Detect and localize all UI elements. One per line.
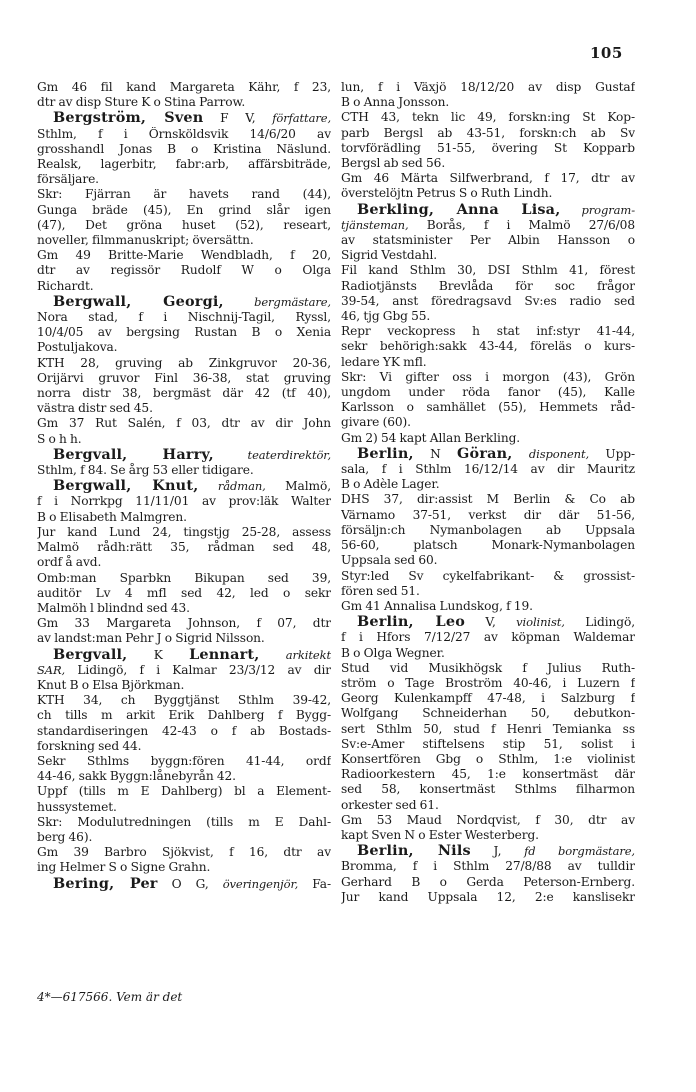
entry-heading-line xyxy=(37,647,331,663)
text-run: Postuljakova. xyxy=(37,340,118,355)
entry-name: Berlin, xyxy=(357,445,414,462)
text-run: Sekr Sthlms byggn:fören 41-44, ordf xyxy=(37,753,331,768)
entry-heading-line xyxy=(341,446,635,462)
text-run: ungdom under röda fanor (45), Kalle xyxy=(341,385,635,400)
text-run: orkester sed 61. xyxy=(341,797,439,812)
text-line xyxy=(37,830,331,845)
text-line xyxy=(341,828,635,843)
text-line xyxy=(37,356,331,371)
text-line xyxy=(37,263,331,278)
entry-heading-line xyxy=(341,843,635,859)
text-line xyxy=(37,218,331,233)
text-run: Karlsson o samhället (55), Hemmets råd- xyxy=(341,400,635,415)
text-line xyxy=(341,722,635,737)
text-run: Konsertfören Gbg o Sthlm, 1:e violinist xyxy=(341,751,635,766)
text-line xyxy=(37,494,331,509)
text-run: Skr: Modulutredningen (tills m E Dahl- xyxy=(37,814,331,829)
text-run: Sigrid Vestdahl. xyxy=(341,248,438,263)
text-run: standardiseringen 42-43 o f ab Bostads- xyxy=(37,723,331,738)
text-run: Gm 53 Maud Nordqvist, f 30, dtr av xyxy=(341,812,635,827)
text-run: Värnamo 37-51, verkst dir där 51-56, xyxy=(341,507,635,522)
text-run: forskning sed 44. xyxy=(37,738,142,753)
text-line xyxy=(341,630,635,645)
text-run: dtr av regissör Rudolf W o Olga xyxy=(37,263,331,278)
text-run: 39-54, anst föredragsavd Sv:es radio sed xyxy=(341,293,635,308)
text-run: S o h h. xyxy=(37,431,82,446)
text-run: Wolfgang Schneiderhan 50, debutkon- xyxy=(341,706,635,721)
text-line xyxy=(341,646,635,661)
text-run: Gunga bräde (45), En grind slår igen xyxy=(37,202,331,217)
entry-name: Berkling, Anna Lisa, xyxy=(357,201,561,218)
text-run: Fil kand Sthlm 30, DSI Sthlm 41, förest xyxy=(341,263,635,278)
text-line xyxy=(341,279,635,294)
text-line xyxy=(341,355,635,370)
entry-name: Bergvall, Harry, xyxy=(53,446,214,463)
text-line xyxy=(37,555,331,570)
text-run: sert Sthlm 50, stud f Henri Temianka ss xyxy=(341,721,635,736)
text-line xyxy=(341,141,635,156)
text-line xyxy=(37,510,331,525)
text-run: Richardt. xyxy=(37,278,94,293)
text-run: ström o Tage Broström 40-46, i Luzern f xyxy=(341,675,635,690)
text-line xyxy=(341,126,635,141)
occupation-text: teaterdirektör, xyxy=(247,447,331,462)
occupation-text: fd borgmästare, xyxy=(524,844,635,859)
text-line xyxy=(341,599,635,614)
text-line xyxy=(341,691,635,706)
text-line xyxy=(37,754,331,769)
text-line xyxy=(37,401,331,416)
text-line xyxy=(341,798,635,813)
text-run: J, xyxy=(470,844,525,859)
text-line xyxy=(341,309,635,324)
text-line xyxy=(37,416,331,431)
text-line xyxy=(341,385,635,400)
text-run: Styr:led Sv cykelfabrikant- & grossist- xyxy=(341,568,635,583)
entry-name: Bering, Per xyxy=(53,875,158,892)
text-run: överstelöjtn Petrus S o Ruth Lindh. xyxy=(341,186,553,201)
text-line xyxy=(341,523,635,538)
text-run: DHS 37, dir:assist M Berlin & Co ab xyxy=(341,492,635,507)
text-run: lun, f i Växjö 18/12/20 av disp Gustaf xyxy=(341,80,635,94)
text-run: noveller, filmmanuskript; översättn. xyxy=(37,233,254,248)
text-run: V, xyxy=(465,615,517,630)
text-run: Sthlm, f i Örnsköldsvik 14/6/20 av xyxy=(37,126,331,141)
occupation-text: bergmästare, xyxy=(254,294,331,309)
text-run: Realsk, lagerbitr, fabr:arb, affärsbiträde, xyxy=(37,157,331,172)
text-line xyxy=(37,800,331,815)
text-run: Jur kand Uppsala 12, 2:e kanslisekr xyxy=(341,889,635,904)
entry-name: Bergwall, Georgi, xyxy=(53,293,224,310)
text-run: Upp- xyxy=(589,446,635,461)
text-run: Radiotjänsts Brevlåda för soc frågor xyxy=(341,278,635,293)
text-line xyxy=(341,569,635,584)
text-line xyxy=(341,477,635,492)
text-run: CTH 43, tekn lic 49, forskn:ing St Kop- xyxy=(341,110,635,125)
text-run: Gm 46 fil kand Margareta Kähr, f 23, xyxy=(37,80,331,94)
text-line xyxy=(37,172,331,187)
text-run: av statsminister Per Albin Hansson o xyxy=(341,233,635,248)
text-line xyxy=(37,525,331,540)
text-run xyxy=(198,479,217,493)
text-run: 10/4/05 av bergsing Rustan B o Xenia xyxy=(37,325,331,340)
text-line xyxy=(341,186,635,201)
text-run: Sthlm, f 84. Se årg 53 eller tidigare. xyxy=(37,463,254,478)
text-run: Radioorkestern 45, 1:e konsertmäst där xyxy=(341,767,635,782)
entry-name: Bergvall, xyxy=(53,646,128,663)
text-run xyxy=(259,648,285,662)
text-run: västra distr sed 45. xyxy=(37,401,153,416)
entry-heading-line xyxy=(341,202,635,218)
occupation-text: författare, xyxy=(272,111,331,126)
text-line xyxy=(37,616,331,631)
text-run: ing Helmer S o Signe Grahn. xyxy=(37,860,211,875)
text-run: Gm 46 Märta Silfwerbrand, f 17, dtr av xyxy=(341,171,635,186)
text-line xyxy=(341,859,635,874)
text-line xyxy=(341,462,635,477)
text-line xyxy=(341,752,635,767)
text-line xyxy=(37,233,331,248)
text-run: Gm 33 Margareta Johnson, f 07, dtr xyxy=(37,616,331,631)
text-run: hussystemet. xyxy=(37,799,117,814)
text-run: sekr behörigh:sakk 43-44, föreläs o kurs- xyxy=(341,339,635,354)
text-line xyxy=(341,80,635,95)
text-run: torvförädling 51-55, övering St Kopparb xyxy=(341,140,635,155)
text-line xyxy=(341,263,635,278)
text-line xyxy=(37,708,331,723)
text-line xyxy=(37,631,331,646)
text-run: auditör Lv 4 mfl sed 42, led o sekr xyxy=(37,585,331,600)
text-run: B o Anna Jonsson. xyxy=(341,95,450,110)
entry-name: Bergwall, Knut, xyxy=(53,478,199,495)
text-line xyxy=(37,80,331,95)
text-run: Gm 49 Britte-Marie Wendbladh, f 20, xyxy=(37,248,331,263)
text-line xyxy=(341,233,635,248)
text-run: parb Bergsl ab 43-51, forskn:ch ab Sv xyxy=(341,125,635,140)
text-run: O G, xyxy=(157,876,223,891)
text-line xyxy=(341,661,635,676)
text-run: B o Olga Wegner. xyxy=(341,645,445,660)
text-run: Uppsala sed 60. xyxy=(341,553,438,568)
text-run: grosshandl Jonas B o Kristina Näslund. xyxy=(37,141,331,156)
text-line xyxy=(37,663,331,678)
text-line xyxy=(37,310,331,325)
text-line xyxy=(37,678,331,693)
entry-heading-line xyxy=(37,478,331,494)
text-run: B o Adèle Lager. xyxy=(341,477,440,492)
text-run: Malmöh l blindnd sed 43. xyxy=(37,600,190,615)
text-run: berg 46). xyxy=(37,829,93,844)
text-run: KTH 28, gruving ab Zinkgruvor 20-36, xyxy=(37,355,331,370)
occupation-text: program- xyxy=(581,202,635,217)
text-run: 46, tjg Gbg 55. xyxy=(341,309,431,324)
text-run: Lidingö, f i Kalmar 23/3/12 av dir xyxy=(65,662,331,677)
text-line xyxy=(37,203,331,218)
text-line xyxy=(37,845,331,860)
text-run: K xyxy=(127,647,190,662)
text-line xyxy=(37,586,331,601)
text-line xyxy=(37,860,331,875)
text-line xyxy=(341,492,635,507)
text-line xyxy=(341,324,635,339)
entry-heading-line xyxy=(37,110,331,126)
text-run xyxy=(224,295,254,309)
text-run: Nora stad, f i Nischnij-Tagil, Ryssl, xyxy=(37,310,331,325)
text-run: Gm 41 Annalisa Lundskog, f 19. xyxy=(341,598,533,613)
text-line xyxy=(341,508,635,523)
text-line xyxy=(37,340,331,355)
text-run: Fa- xyxy=(298,876,331,891)
entry-heading-line xyxy=(37,447,331,463)
text-run: Jur kand Lund 24, tingstjg 25-28, assess xyxy=(37,524,331,539)
occupation-text: disponent, xyxy=(528,446,590,461)
text-line xyxy=(37,784,331,799)
entry-heading-line xyxy=(37,294,331,310)
text-run xyxy=(513,447,529,461)
text-run: dtr av disp Sture K o Stina Parrow. xyxy=(37,95,246,110)
text-line xyxy=(37,815,331,830)
text-line xyxy=(37,187,331,202)
left-column xyxy=(37,80,331,892)
text-run: givare (60). xyxy=(341,415,411,430)
entry-name: Bergström, Sven xyxy=(53,110,204,127)
text-run: Malmö rådh:rätt 35, rådman sed 48, xyxy=(37,540,331,555)
text-run: Gm 2) 54 kapt Allan Berkling. xyxy=(341,430,521,445)
occupation-text: violinist, xyxy=(516,615,565,630)
text-line xyxy=(341,431,635,446)
text-run: fören sed 51. xyxy=(341,583,420,598)
right-column xyxy=(341,80,635,905)
text-line xyxy=(341,370,635,385)
text-line xyxy=(341,171,635,186)
text-line xyxy=(37,386,331,401)
text-run: Bergsl ab sed 56. xyxy=(341,156,446,171)
text-run: Gm 39 Barbro Sjökvist, f 16, dtr av xyxy=(37,845,331,860)
text-line xyxy=(341,218,635,233)
text-line xyxy=(37,127,331,142)
text-line xyxy=(37,432,331,447)
text-line xyxy=(341,339,635,354)
text-run: Skr: Fjärran är havets rand (44), xyxy=(37,187,331,202)
text-run: norra distr 38, bergmäst där 42 (tf 40), xyxy=(37,386,331,401)
text-line xyxy=(37,571,331,586)
text-run: sala, f i Sthlm 16/12/14 av dir Mauritz xyxy=(341,462,635,477)
text-run: f i Hfors 7/12/27 av köpman Waldemar xyxy=(341,630,635,645)
text-line xyxy=(341,706,635,721)
text-run: N xyxy=(413,446,458,461)
text-line xyxy=(37,157,331,172)
text-run: 56-60, platsch Monark-Nymanbolagen xyxy=(341,538,635,553)
text-line xyxy=(37,248,331,263)
text-run: ledare YK mfl. xyxy=(341,354,427,369)
text-run: Lidingö, xyxy=(564,615,635,630)
text-run: Malmö, xyxy=(265,479,331,494)
text-run: f i Norrkpg 11/11/01 av prov:läk Walter xyxy=(37,494,331,509)
text-run: (47), Det gröna huset (52), researt, xyxy=(37,217,331,232)
text-run: Stud vid Musikhögsk f Julius Ruth- xyxy=(341,660,635,675)
text-run: Orijärvi gruvor Finl 36-38, stat gruving xyxy=(37,370,331,385)
text-run: KTH 34, ch Byggtjänst Sthlm 39-42, xyxy=(37,693,331,708)
text-line xyxy=(341,553,635,568)
text-run: kapt Sven N o Ester Westerberg. xyxy=(341,827,539,842)
text-line xyxy=(341,248,635,263)
text-line xyxy=(341,782,635,797)
text-run: sed 58, konsertmäst Sthlms filharmon xyxy=(341,782,635,797)
text-run: Omb:man Sparbkn Bikupan sed 39, xyxy=(37,570,331,585)
text-run: Gm 37 Rut Salén, f 03, dtr av dir John xyxy=(37,416,331,431)
entry-name: Berlin, Leo xyxy=(357,614,466,631)
page-number: 105 xyxy=(590,44,623,62)
text-run: försäljare. xyxy=(37,172,99,187)
text-run: av landst:man Pehr J o Sigrid Nilsson. xyxy=(37,631,265,646)
text-line xyxy=(37,724,331,739)
text-line xyxy=(341,538,635,553)
text-run: Repr veckopress h stat inf:styr 41-44, xyxy=(341,324,635,339)
text-line xyxy=(341,890,635,905)
text-run: F V, xyxy=(203,111,273,126)
text-run: Uppf (tills m E Dahlberg) bl a Element- xyxy=(37,784,331,799)
text-line xyxy=(341,156,635,171)
page-footer: 4*—617566. Vem är det xyxy=(37,990,183,1004)
text-run: ordf å avd. xyxy=(37,555,102,570)
text-run: B o Elisabeth Malmgren. xyxy=(37,509,187,524)
text-run: Bromma, f i Sthlm 27/8/88 av tulldir xyxy=(341,859,635,874)
occupation-text: tjänsteman, xyxy=(341,217,409,232)
entry-name: Berlin, Nils xyxy=(357,843,471,860)
text-run xyxy=(214,448,248,462)
text-line xyxy=(37,601,331,616)
text-run: Gerhard B o Gerda Peterson-Ernberg. xyxy=(341,874,635,889)
text-run: ch tills m arkit Erik Dahlberg f Bygg- xyxy=(37,708,331,723)
text-run: 44-46, sakk Byggn:lånebyrån 42. xyxy=(37,769,236,784)
text-line xyxy=(341,95,635,110)
entry-heading-line xyxy=(37,876,331,892)
text-line xyxy=(37,540,331,555)
text-line xyxy=(341,415,635,430)
text-line xyxy=(341,875,635,890)
occupation-text: överingenjör, xyxy=(222,876,299,891)
text-line xyxy=(341,676,635,691)
text-line xyxy=(37,739,331,754)
text-run: Knut B o Elsa Björkman. xyxy=(37,677,185,692)
text-line xyxy=(341,584,635,599)
text-line xyxy=(37,463,331,478)
text-line xyxy=(341,737,635,752)
text-line xyxy=(37,769,331,784)
entry-name: Göran, xyxy=(457,445,513,462)
text-line xyxy=(37,325,331,340)
text-line xyxy=(37,95,331,110)
text-line xyxy=(37,279,331,294)
entry-name: Lennart, xyxy=(189,646,260,663)
text-run: Sv:e-Amer stiftelsens stip 51, solist i xyxy=(341,736,635,751)
occupation-text: rådman, xyxy=(217,479,266,494)
text-run xyxy=(560,203,581,217)
text-line xyxy=(341,767,635,782)
text-line xyxy=(37,693,331,708)
text-line xyxy=(37,371,331,386)
text-run: försäljn:ch Nymanbolagen ab Uppsala xyxy=(341,522,635,537)
occupation-text: SAR, xyxy=(37,662,66,677)
text-line xyxy=(341,110,635,125)
text-line xyxy=(341,813,635,828)
text-run: Skr: Vi gifter oss i morgon (43), Grön xyxy=(341,369,635,384)
text-run: Borås, f i Malmö 27/6/08 xyxy=(408,217,635,232)
occupation-text: arkitekt xyxy=(285,647,331,662)
entry-heading-line xyxy=(341,614,635,630)
text-line xyxy=(341,400,635,415)
text-run: Georg Kulenkampff 47-48, i Salzburg f xyxy=(341,691,635,706)
text-line xyxy=(37,142,331,157)
text-line xyxy=(341,294,635,309)
